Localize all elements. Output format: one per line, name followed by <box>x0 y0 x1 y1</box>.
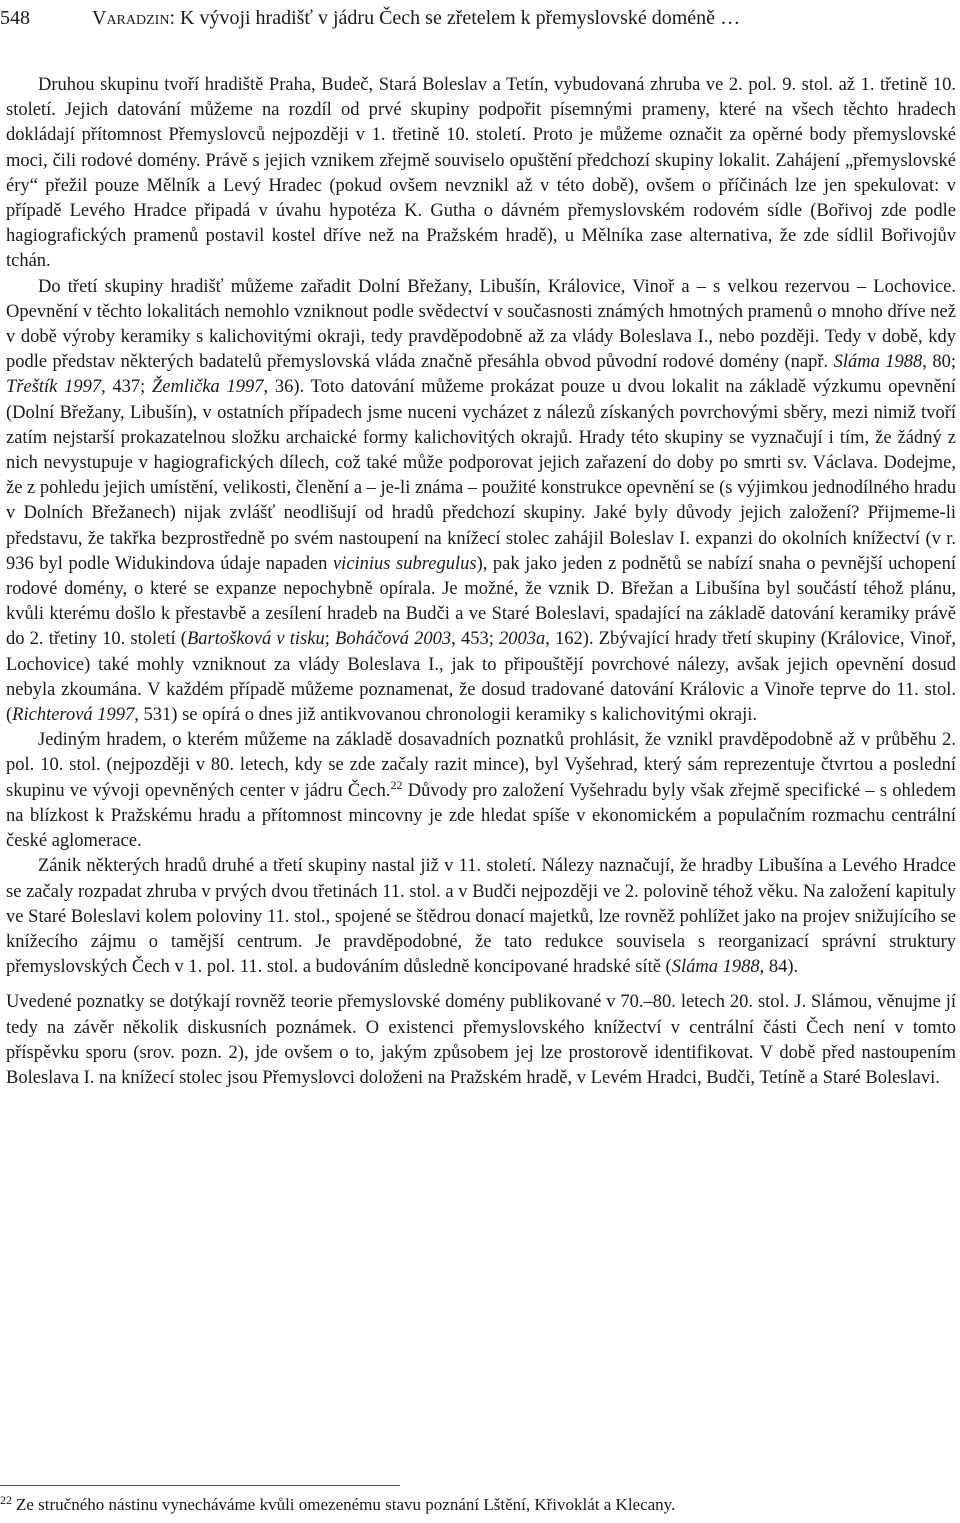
page-number: 548 <box>0 7 30 29</box>
footnote <box>0 1493 960 1517</box>
running-header <box>0 4 960 32</box>
footnote-separator <box>0 1485 400 1486</box>
footnote-text: Ze stručného nástinu vynecháváme kvůli omezenému stavu poznání Lštění, Křivoklát a Klecany. <box>16 1495 676 1514</box>
body-text <box>6 73 956 1091</box>
running-title <box>92 4 740 32</box>
footnote-number: 22 <box>0 1493 12 1507</box>
running-title-text: : K vývoji hradišť v jádru Čech se zřetelem k přemyslovské doméně … <box>169 7 741 29</box>
paragraph: Uvedené poznatky se dotýkají rovněž teorie přemyslovské domény publikované v 70.–80. letech 20. stol. J. Slámou, věnujme jí tedy na závěr několik diskusních poznámek. O existenci přemyslovského knížectví v centrální části Čech není v tomto příspěvku sporu (srov. pozn. 2), jde ovšem o to, jakým způsobem jej lze prostorově identifikovat. V době před nastoupením Boleslava I. na knížecí stolec jsou Přemyslovci doloženi na Pražském hradě, v Levém Hradci, Budči, Tetíně a Staré Boleslavi. <box>6 992 956 1088</box>
paragraph: Jediným hradem, o kterém můžeme na základě dosavadních poznatků prohlásit, že vznikl pravděpodobně až v průběhu 2. pol. 10. stol. (nejpozději v 80. letech, kdy se zde začaly razit mince), byl Vyšehrad, který sám reprezentuje čtvrtou a poslední skupinu ve vývoji opevněných center v jádru Čech.$^{22}$ Důvody pro založení Vyšehradu byly však zřejmě specifické – s ohledem na blízkost k Pražskému hradu a přítomnost mincovny je zde hledat spíše v ekonomickém a populačním rozmachu centrální české aglomerace. <box>6 730 956 852</box>
paragraph: Zánik některých hradů druhé a třetí skupiny nastal již v 11. století. Nálezy naznačují, že hradby Libušína a Levého Hradce se začaly rozpadat zhruba v prvých dvou třetinách 11. stol. a v Budči nejpozději ve 2. polovině téhož věku. Na založení kapituly ve Staré Boleslavi kolem poloviny 11. stol., spojené se štědrou donací majetků, lze rovněž pohlížet jako na projev snižujícího se knížecího zájmu o tamější centrum. Je pravděpodobné, že tato redukce souvisela s reorganizací správní struktury přemyslovských Čech v 1. pol. 11. stol. a budováním důsledně koncipované hradské sítě (Sláma 1988, 84). <box>6 856 956 978</box>
running-title-author: Varadzin <box>92 7 170 29</box>
paragraph: Druhou skupinu tvoří hradiště Praha, Budeč, Stará Boleslav a Tetín, vybudovaná zhruba ve 2. pol. 9. stol. až 1. třetině 10. století. Jejich datování můžeme na rozdíl od prvé skupiny podpořit písemnými prameny, které na všech těchto hradech dokládají přítomnost Přemyslovců nejpozději v 1. třetině 10. století. Proto je můžeme označit za opěrné body přemyslovské moci, čili rodové domény. Právě s jejich vznikem zřejmě souviselo opuštění předchozí skupiny lokalit. Zahájení „přemyslovské éry“ přežil pouze Mělník a Levý Hradec (pokud ovšem nevznikl až v této době), ovšem o příčinách lze jen spekulovat: v případě Levého Hradce připadá v úvahu hypotéza K. Gutha o dávném přemyslovském rodovém sídle (Bořivoj zde podle hagiografických pramenů postavil kostel dříve než na Pražském hradě), u Mělníka zase alternativa, že zde sídlil Bořivojův tchán. <box>6 75 956 272</box>
paragraph: Do třetí skupiny hradišť můžeme zařadit Dolní Břežany, Libušín, Královice, Vinoř a – s velkou rezervou – Lochovice. Opevnění v těchto lokalitách nemohlo vzniknout podle svědectví v současnosti známých hmotných pramenů o mnoho dříve než v době výroby keramiky s kalichovitými okraji, tedy pravděpodobně až za vlády Boleslava I., nebo později. Tedy v době, kdy podle představ některých badatelů přemyslovská vláda značně přesáhla obvod původní rodové domény (např. Sláma 1988, 80; Třeštík 1997, 437; Žemlička 1997, 36). Toto datování můžeme prokázat pouze u dvou lokalit na základě výzkumu opevnění (Dolní Břežany, Libušín), v ostatních případech jsme nuceni vycházet z nálezů získaných povrchovými sběry, mezi nimiž tvoří zatím nejstarší prokazatelnou složku archaické formy kalichovitých okrajů. Hrady této skupiny se vyznačují i tím, že žádný z nich nevystupuje v hagiografických dílech, což také může podporovat jejich zařazení do doby po smrti sv. Václava. Dodejme, že z pohledu jejich umístění, velikosti, členění a – je-li známa – použité konstrukce opevnění se (s výjimkou jednodílného hradu v Dolních Břežanech) nijak zvlášť neodlišují od hradů předchozí skupiny. Jaké byly důvody jejich založení? Přijmeme-li představu, že takřka bezprostředně po svém nastoupení na knížecí stolec zahájil Boleslav I. expanzi do okolních knížectví (v r. 936 byl podle Widukindova údaje napaden vicinius subregulus), pak jako jeden z podnětů se nabízí snaha o pevnější uchopení rodové domény, o které se expanze nepochybně opírala. Je možné, že vznik D. Břežan a Libušína byl součástí téhož plánu, kvůli kterému došlo k přestavbě a zesílení hradeb na Budči a ve Staré Boleslavi, spadající na základě datování keramiky právě do 2. třetiny 10. století (Bartošková v tisku; Boháčová 2003, 453; 2003a, 162). Zbývající hrady třetí skupiny (Královice, Vinoř, Lochovice) také mohly vzniknout za vlády Boleslava I., jak to připouštějí povrchové nálezy, avšak jejich opevnění dosud nebyla zkoumána. V každém případě můžeme poznamenat, že dosud tradované datování Královic a Vinoře teprve do 11. stol. (Richterová 1997, 531) se opírá o dnes již antikvovanou chronologii keramiky s kalichovitými okraji. <box>6 276 957 726</box>
